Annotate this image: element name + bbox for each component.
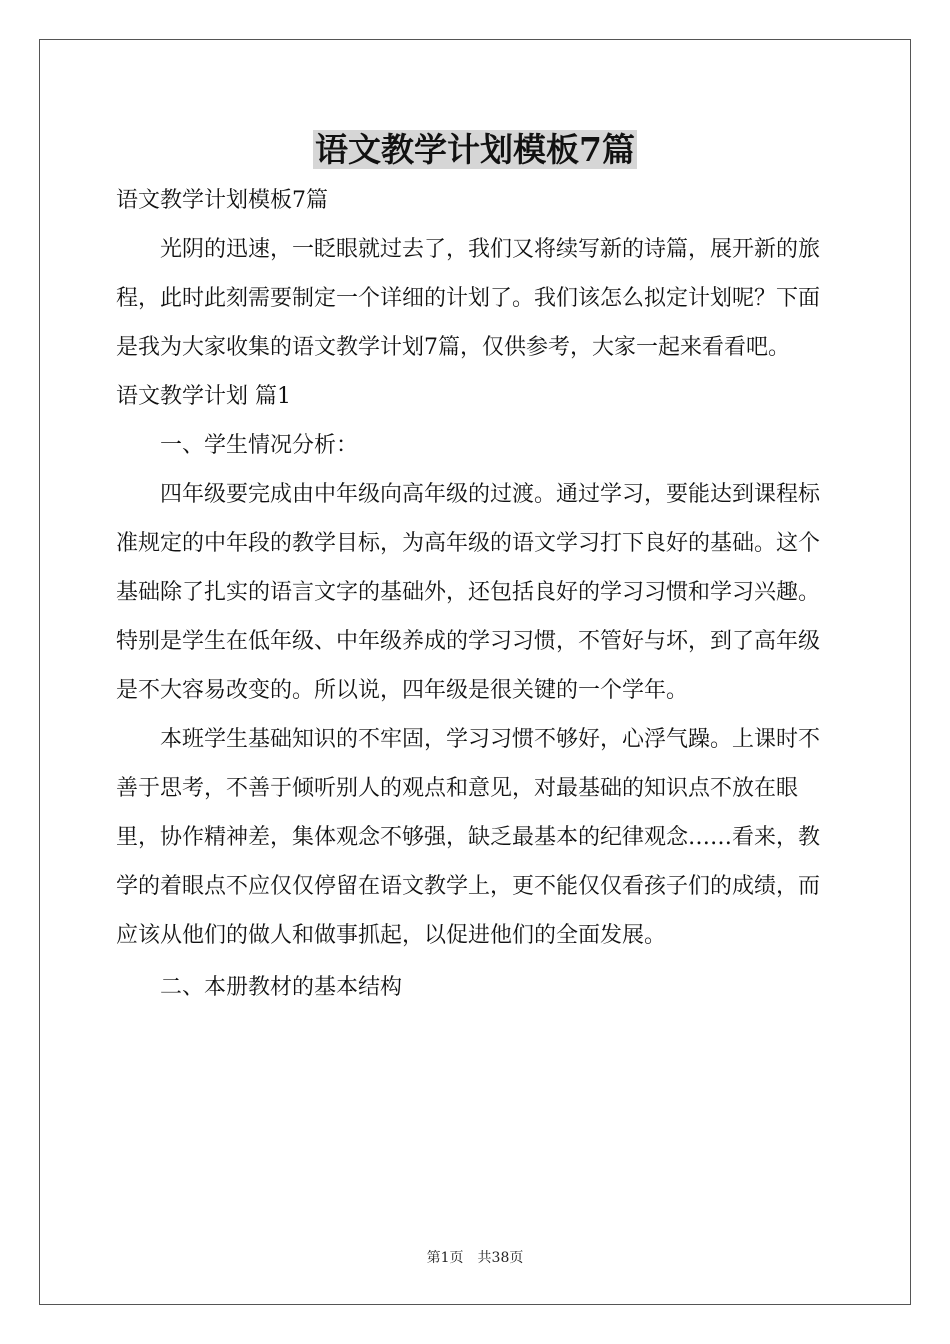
page-number: 第1页 [426,1250,464,1266]
total-pages: 共38页 [477,1250,524,1266]
intro-paragraph: 光阴的迅速，一眨眼就过去了，我们又将续写新的诗篇，展开新的旅程，此时此刻需要制定一个详细的计划了。我们该怎么拟定计划呢？下面是我为大家收集的语文教学计划7篇，仅供参考，大家一起来看看吧。 [116,237,821,360]
body-paragraph: 本班学生基础知识的不牢固，学习习惯不够好，心浮气躁。上课时不善于思考，不善于倾听别人的观点和意见，对最基础的知识点不放在眼里，协作精神差，集体观念不够强，缺乏最基本的纪律观念……看来，教学的着眼点不应仅仅停留在语文教学上，更不能仅仅看孩子们的成绩，而应该从他们的做人和做事抓起，以促进他们的全面发展。 [116,727,821,948]
body-paragraph: 四年级要完成由中年级向高年级的过渡。通过学习，要能达到课程标准规定的中年段的教学目标，为高年级的语文学习打下良好的基础。这个基础除了扎实的语言文字的基础外，还包括良好的学习习惯和学习兴趣。特别是学生在低年级、中年级养成的学习习惯，不管好与坏，到了高年级是不大容易改变的。所以说，四年级是很关键的一个学年。 [116,482,821,703]
subsection-heading: 一、学生情况分析： [160,433,359,458]
subtitle-paragraph: 语文教学计划模板7篇 [116,188,328,213]
page-footer [0,1248,950,1268]
document-body [116,176,836,1012]
document-title [0,128,950,172]
subsection-heading: 二、本册教材的基本结构 [160,975,403,1000]
document-title-text: 语文教学计划模板7篇 [315,130,635,169]
section-heading: 语文教学计划 篇1 [116,384,291,409]
